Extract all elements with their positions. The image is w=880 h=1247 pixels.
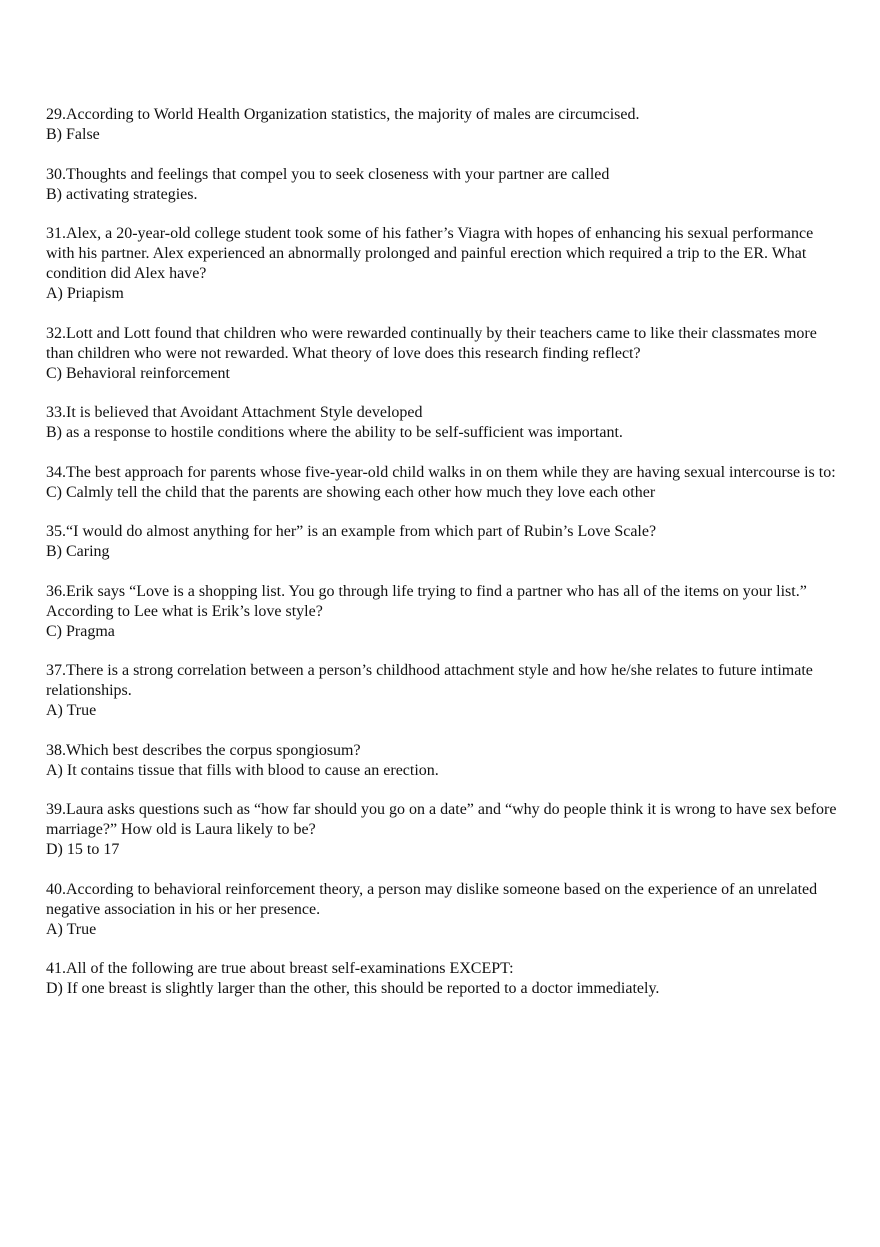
answer-text: C) Pragma (46, 622, 115, 640)
question-38 (46, 741, 840, 781)
answer-text: A) True (46, 702, 97, 719)
question-30 (46, 165, 840, 205)
question-40 (46, 880, 840, 940)
question-41 (46, 959, 840, 999)
question-text: 40.According to behavioral reinforcement theory, a person may dislike someone based on the experience of an unrelated negative association in his or her presence. (46, 880, 818, 918)
answer-text: D) If one breast is slightly larger than the other, this should be reported to a doctor immediately. (46, 980, 660, 997)
question-text: 39.Laura asks questions such as “how far should you go on a date” and “why do people think it is wrong to have sex before marriage?” How old is Laura likely to be? (46, 801, 837, 838)
answer-text: C) Behavioral reinforcement (46, 364, 230, 382)
question-text: 36.Erik says “Love is a shopping list. You go through life trying to find a partner who has all of the items on your list.” According to Lee what is Erik’s love style? (46, 582, 807, 620)
question-text: 29.According to World Health Organization statistics, the majority of males are circumcised. (46, 106, 640, 123)
question-29 (46, 105, 840, 145)
answer-text: B) as a response to hostile conditions where the ability to be self-sufficient was important. (46, 424, 623, 441)
question-text: 38.Which best describes the corpus spongiosum? (46, 741, 361, 759)
question-text: 33.It is believed that Avoidant Attachment Style developed (46, 404, 423, 421)
answer-text: B) activating strategies. (46, 185, 198, 203)
answer-text: D) 15 to 17 (46, 841, 120, 858)
question-text: 30.Thoughts and feelings that compel you to seek closeness with your partner are called (46, 165, 610, 183)
answer-text: B) False (46, 126, 100, 143)
question-text: 35.“I would do almost anything for her” is an example from which part of Rubin’s Love Scale? (46, 523, 657, 540)
question-31 (46, 224, 840, 304)
question-35 (46, 522, 840, 562)
answer-text: A) It contains tissue that fills with blood to cause an erection. (46, 761, 439, 779)
question-text: 32.Lott and Lott found that children who were rewarded continually by their teachers came to like their classmates more than children who were not rewarded. What theory of love does this research finding reflect? (46, 324, 817, 362)
question-text: 41.All of the following are true about breast self-examinations EXCEPT: (46, 960, 514, 977)
question-text: 37.There is a strong correlation between a person’s childhood attachment style and how he/she relates to future intimate relationships. (46, 662, 813, 699)
question-39 (46, 800, 840, 860)
answer-text: A) True (46, 920, 97, 938)
question-34 (46, 463, 840, 503)
question-37 (46, 661, 840, 721)
answer-text: B) Caring (46, 543, 110, 560)
answer-text: A) Priapism (46, 285, 124, 302)
answer-text: C) Calmly tell the child that the parents are showing each other how much they love each other (46, 483, 656, 501)
question-36 (46, 582, 840, 642)
question-text: 31.Alex, a 20-year-old college student took some of his father’s Viagra with hopes of enhancing his sexual performance with his partner. Alex experienced an abnormally prolonged and painful erection which required a trip to the ER. What condition did Alex have? (46, 225, 814, 282)
question-text: 34.The best approach for parents whose five-year-old child walks in on them while they are having sexual intercourse is to: (46, 463, 836, 481)
question-33 (46, 403, 840, 443)
question-32 (46, 324, 840, 384)
